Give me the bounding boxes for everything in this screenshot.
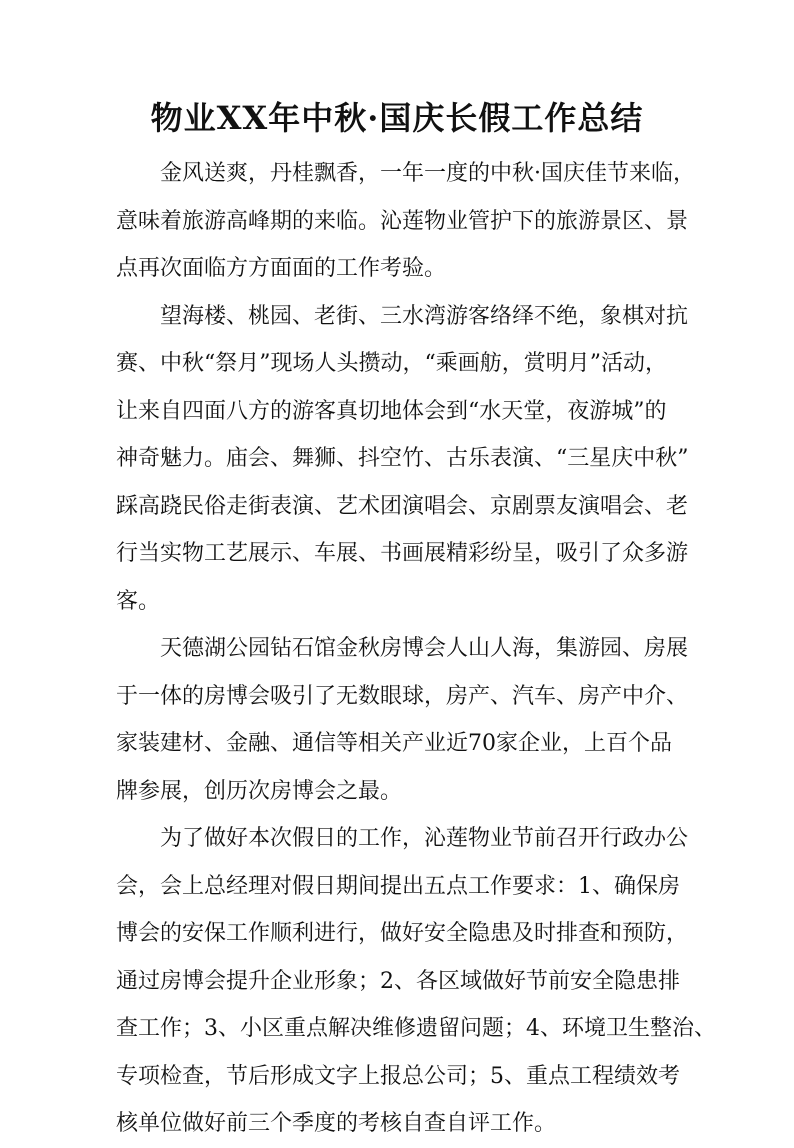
paragraph-3-line-1: 天德湖公园钻石馆金秋房博会人山人海，集游园、房展: [160, 636, 689, 661]
paragraph-2-line-1: 望海楼、桃园、老街、三水湾游客络绎不绝，象棋对抗: [160, 303, 689, 329]
paragraph-3-line-3: 家装建材、金融、通信等相关产业近70家企业，上百个品: [116, 731, 672, 756]
document-title: 物业XX年中秋·国庆长假工作总结: [150, 99, 644, 137]
paragraph-2-line-2: 赛、中秋“祭月”现场人头攒动，“乘画舫，赏明月”活动，: [116, 351, 667, 376]
paragraph-3-line-4: 牌参展，创历次房博会之最。: [116, 778, 403, 804]
document-body: [116, 150, 716, 1148]
paragraph-4-line-1: 为了做好本次假日的工作，沁莲物业节前召开行政办公: [160, 826, 689, 851]
paragraph-4-line-3: 博会的安保工作顺利进行，做好安全隐患及时排查和预防，: [116, 921, 689, 946]
paragraph-4-line-4: 通过房博会提升企业形象；2、各区域做好节前安全隐患排: [116, 968, 680, 994]
paragraph-1-line-3: 点再次面临方方面面的工作考验。: [116, 256, 447, 281]
paragraph-2-line-5: 踩高跷民俗走街表演、艺术团演唱会、京剧票友演唱会、老: [116, 493, 689, 519]
paragraph-4-line-6: 专项检查，节后形成文字上报总公司；5、重点工程绩效考: [116, 1063, 680, 1089]
paragraph-4-line-2: 会，会上总经理对假日期间提出五点工作要求：1、确保房: [116, 873, 680, 899]
paragraph-4-line-7: 核单位做好前三个季度的考核自查自评工作。: [116, 1111, 557, 1136]
paragraph-1-line-2: 意味着旅游高峰期的来临。沁莲物业管护下的旅游景区、景: [116, 208, 689, 234]
paragraph-4-line-5: 查工作；3、小区重点解决维修遗留问题；4、环境卫生整治、: [116, 1016, 716, 1041]
paragraph-3-line-2: 于一体的房博会吸引了无数眼球，房产、汽车、房产中介、: [116, 683, 689, 709]
paragraph-2-line-6: 行当实物工艺展示、车展、书画展精彩纷呈，吸引了众多游: [116, 541, 689, 566]
paragraph-2-line-7: 客。: [116, 588, 161, 614]
paragraph-2-line-4: 神奇魅力。庙会、舞狮、抖空竹、古乐表演、“三星庆中秋”: [116, 446, 689, 471]
paragraph-1-line-1: 金风送爽，丹桂飘香，一年一度的中秋·国庆佳节来临，: [160, 161, 695, 186]
paragraph-2-line-3: 让来自四面八方的游客真切地体会到“水天堂，夜游城”的: [116, 398, 667, 424]
